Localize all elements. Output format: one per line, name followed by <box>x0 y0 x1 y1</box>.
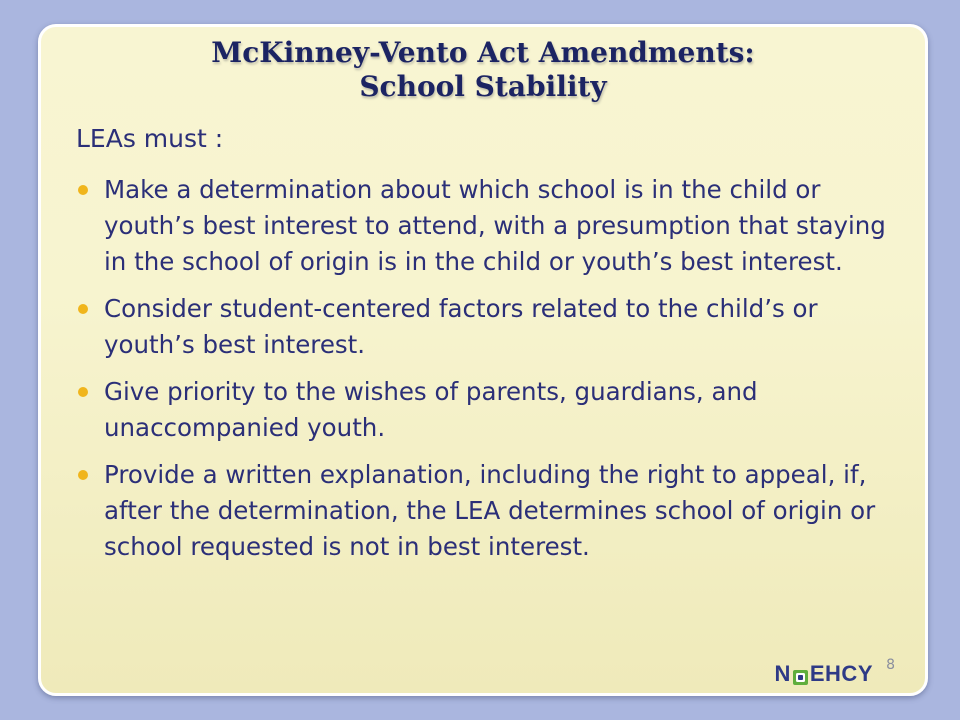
bullet-dot-icon <box>78 185 88 195</box>
slide-title-line-2: School Stability <box>359 70 607 103</box>
bullet-dot-icon <box>78 387 88 397</box>
logo-suffix: EHCY <box>809 661 873 686</box>
nchey-logo <box>774 661 873 687</box>
slide-number: 8 <box>886 657 895 673</box>
bullet-item <box>76 374 906 446</box>
bullet-item <box>76 291 906 363</box>
bullet-item <box>76 457 906 565</box>
logo-prefix: N <box>774 661 791 686</box>
intro-text: LEAs must : <box>76 124 224 153</box>
bullet-dot-icon <box>78 470 88 480</box>
slide-title-line-1: McKinney-Vento Act Amendments: <box>211 36 755 69</box>
house-icon <box>792 666 809 683</box>
slide-title <box>41 36 925 104</box>
bullet-text: Consider student-centered factors related to the child’s or youth’s best interest. <box>104 294 818 359</box>
bullet-text: Provide a written explanation, including the right to appeal, if, after the determination, the LEA determines school of origin or school requested is not in best interest. <box>104 460 876 561</box>
bullet-item <box>76 172 906 280</box>
bullet-text: Make a determination about which school is in the child or youth’s best interest to attend, with a presumption that staying in the school of origin is in the child or youth’s best interest. <box>104 175 886 276</box>
bullet-list <box>76 172 906 576</box>
slide-panel <box>38 24 928 696</box>
bullet-text: Give priority to the wishes of parents, guardians, and unaccompanied youth. <box>104 377 758 442</box>
bullet-dot-icon <box>78 304 88 314</box>
